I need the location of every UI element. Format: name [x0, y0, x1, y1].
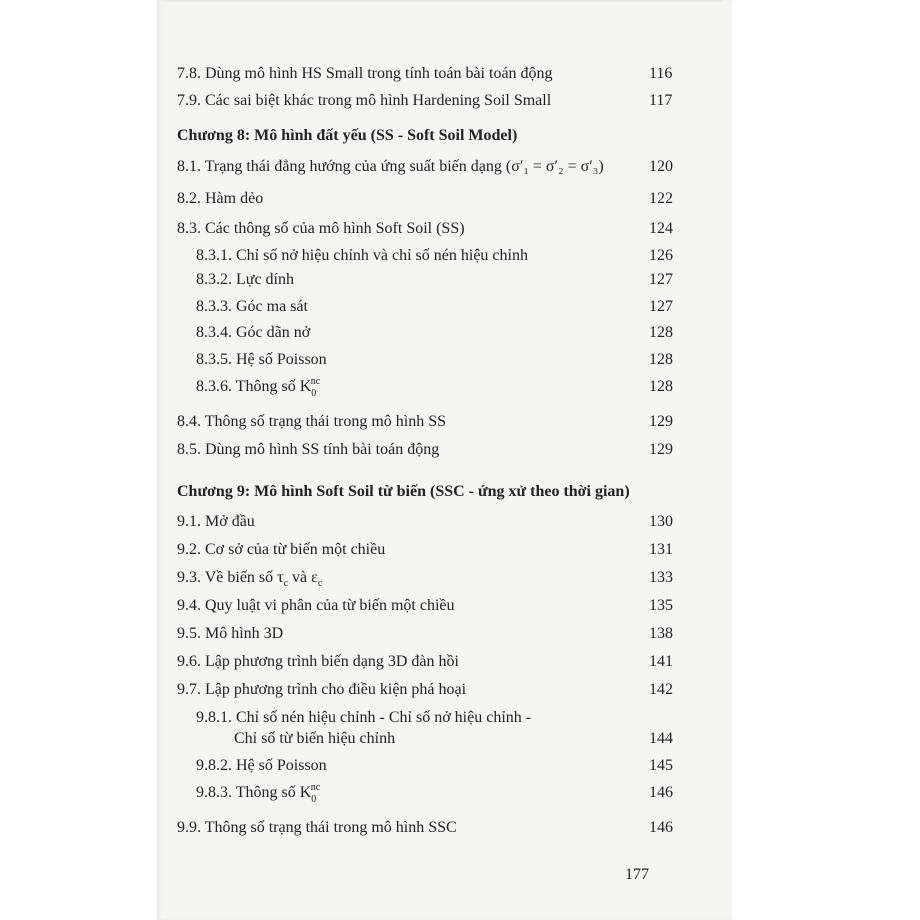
toc-entry-page: 129: [649, 413, 673, 430]
toc-entry-page: 133: [649, 569, 673, 586]
chapter-heading-9: Chương 9: Mô hình Soft Soil từ biến (SSC - ứng xử theo thời gian): [177, 483, 630, 500]
toc-entry-label-close: ): [598, 158, 604, 175]
toc-entry-label: 9.8.1. Chỉ số nén hiệu chỉnh - Chỉ số nở hiệu chỉnh -: [196, 709, 532, 726]
isotropic-stress-formula: σ′₁ = σ′₂ = σ′₃: [511, 158, 599, 175]
chapter-heading-8: Chương 8: Mô hình đất yếu (SS - Soft Soil Model): [177, 127, 518, 144]
toc-entry-page: 131: [649, 541, 673, 558]
toc-entry-label: 9.4. Quy luật vi phân của từ biến một chiều: [177, 597, 455, 614]
toc-entry-page: 142: [649, 681, 673, 698]
toc-entry-page: 128: [649, 378, 673, 395]
toc-entry-label: 9.6. Lập phương trình biến dạng 3D đàn hồi: [177, 653, 459, 670]
toc-entry-page: 138: [649, 625, 673, 642]
toc-entry-label-text: 9.3. Về biến số τ: [177, 569, 284, 586]
tau-subscript: c: [283, 578, 289, 590]
toc-entry-page: 120: [649, 158, 673, 175]
toc-entry-page: 144: [649, 730, 673, 747]
toc-entry-page: 128: [649, 324, 673, 341]
toc-entry-page: 124: [649, 220, 673, 237]
toc-entry-label: 8.3.1. Chỉ số nở hiệu chỉnh và chỉ số nén hiệu chỉnh: [196, 247, 528, 264]
toc-entry-page: 146: [649, 784, 673, 801]
toc-entry-label: 8.3.4. Góc dãn nở: [196, 324, 311, 341]
toc-entry-page: 130: [649, 513, 673, 530]
page-number: 177: [625, 866, 649, 883]
toc-entry-label: 8.3.2. Lực dính: [196, 271, 294, 288]
toc-entry-page: 129: [649, 441, 673, 458]
toc-entry-label: Chỉ số từ biến hiệu chỉnh: [234, 730, 396, 747]
toc-entry-label: 7.8. Dùng mô hình HS Small trong tính toán bài toán động: [177, 65, 553, 82]
epsilon-subscript: c: [317, 578, 323, 590]
toc-entry-label: [196, 782, 321, 805]
toc-entry-label: 8.3. Các thông số của mô hình Soft Soil (SS): [177, 220, 465, 237]
toc-entry-label: 8.3.3. Góc ma sát: [196, 298, 308, 315]
toc-entry-label: 8.3.5. Hệ số Poisson: [196, 351, 327, 368]
toc-entry-label-text: 8.3.6. Thông số: [196, 378, 300, 395]
toc-entry-page: 128: [649, 351, 673, 368]
toc-entry-label: 9.1. Mở đầu: [177, 513, 255, 530]
toc-entry-label: [177, 568, 322, 588]
toc-entry-label: 9.5. Mô hình 3D: [177, 625, 284, 642]
toc-entry-label: 8.4. Thông số trạng thái trong mô hình SS: [177, 413, 447, 430]
toc-entry-page: 126: [649, 247, 673, 264]
toc-entry-label: 9.2. Cơ sở của từ biến một chiều: [177, 541, 386, 558]
toc-entry-label: [177, 157, 604, 177]
toc-entry-label-text: và ε: [288, 569, 318, 586]
toc-entry-label: [196, 376, 321, 399]
k0-nc-symbol: K nc $_0$: [299, 376, 321, 399]
toc-entry-page: 145: [649, 757, 673, 774]
toc-entry-label: 9.7. Lập phương trình cho điều kiện phá hoại: [177, 681, 467, 698]
toc-entry-page: 116: [649, 65, 673, 82]
toc-entry-label: 8.5. Dùng mô hình SS tính bài toán động: [177, 441, 440, 458]
toc-entry-page: 146: [649, 819, 673, 836]
k0-nc-symbol: K nc $_0$: [299, 782, 321, 805]
toc-entry-page: 122: [649, 190, 673, 207]
toc-entry-label: 9.9. Thông số trạng thái trong mô hình SSC: [177, 819, 457, 836]
toc-entry-label-text: 9.8.3. Thông số: [196, 784, 300, 801]
toc-entry-label: 9.8.2. Hệ số Poisson: [196, 757, 327, 774]
toc-entry-label-text: 8.1. Trạng thái đẳng hướng của ứng suất biến dạng (: [177, 158, 512, 175]
toc-entry-page: 127: [649, 298, 673, 315]
toc-entry-label: 7.9. Các sai biệt khác trong mô hình Hardening Soil Small: [177, 92, 552, 109]
toc-entry-page: 141: [649, 653, 673, 670]
toc-entry-page: 135: [649, 597, 673, 614]
toc-entry-label: 8.2. Hàm dẻo: [177, 190, 264, 207]
toc-entry-page: 127: [649, 271, 673, 288]
toc-entry-page: 117: [649, 92, 673, 109]
